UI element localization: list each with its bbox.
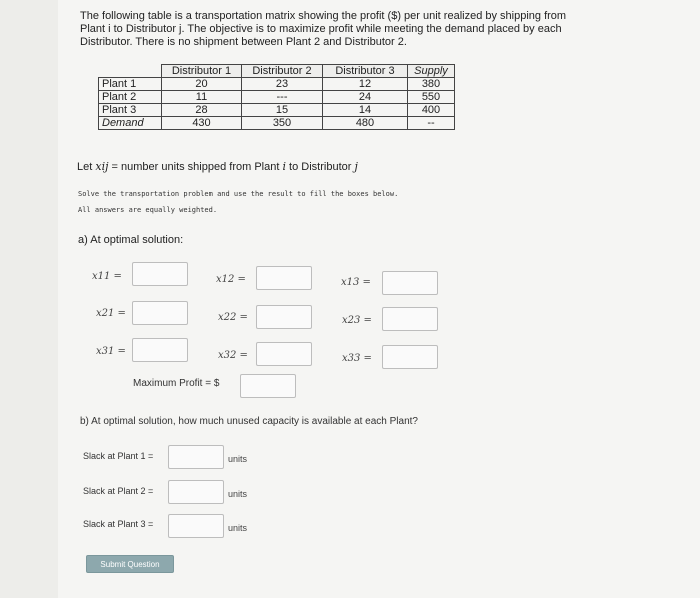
row-label: Plant 2 — [99, 91, 162, 104]
variable-definition — [77, 160, 358, 173]
matrix-cell: 14 — [323, 104, 408, 117]
row-label: Plant 1 — [99, 78, 162, 91]
slack-plant-1-label: Slack at Plant 1 = — [83, 451, 154, 461]
max-profit-label: Maximum Profit = $ — [133, 378, 220, 389]
let-mid2: to Distributor — [286, 161, 355, 173]
slack-plant-3-input[interactable] — [168, 514, 224, 538]
x21-label: x21 = — [96, 308, 126, 319]
x32-label: x32 = — [218, 350, 248, 361]
header-supply: Supply — [408, 65, 455, 78]
matrix-header-row — [99, 65, 455, 78]
let-middle: = number units shipped from Plant — [108, 161, 283, 173]
matrix-cell: 11 — [162, 91, 242, 104]
slack-plant-2-unit: units — [228, 489, 248, 499]
x11-label: x11 = — [92, 271, 122, 282]
matrix-row-plant-3 — [99, 104, 455, 117]
x23-input[interactable] — [382, 307, 438, 331]
x13-label: x13 = — [341, 277, 371, 288]
header-distributor-2: Distributor 2 — [242, 65, 323, 78]
slack-plant-2-label: Slack at Plant 2 = — [83, 486, 154, 496]
matrix-cell: 550 — [408, 91, 455, 104]
matrix-cell: 20 — [162, 78, 242, 91]
transportation-matrix — [98, 64, 455, 130]
x13-input[interactable] — [382, 271, 438, 295]
let-prefix: Let — [77, 161, 96, 173]
x33-label: x33 = — [342, 353, 372, 364]
matrix-cell: 12 — [323, 78, 408, 91]
problem-statement — [80, 10, 620, 49]
part-a-title: a) At optimal solution: — [78, 234, 184, 246]
x12-input[interactable] — [256, 266, 312, 290]
instruction-line-2: All answers are equally weighted. — [78, 206, 218, 214]
matrix-row-plant-2 — [99, 91, 455, 104]
matrix-cell: 23 — [242, 78, 323, 91]
intro-line-1: The following table is a transportation matrix showing the profit ($) per unit realized by shipping from — [80, 10, 567, 22]
header-distributor-1: Distributor 1 — [162, 65, 242, 78]
let-j: j — [354, 160, 358, 173]
matrix-row-demand — [99, 117, 455, 130]
x11-input[interactable] — [132, 262, 188, 286]
matrix-cell: 480 — [323, 117, 408, 130]
header-distributor-3: Distributor 3 — [323, 65, 408, 78]
instruction-line-1: Solve the transportation problem and use the result to fill the boxes below. — [78, 190, 399, 198]
matrix-cell: 28 — [162, 104, 242, 117]
matrix-cell: -- — [408, 117, 455, 130]
intro-line-3: Distributor. There is no shipment between Plant 2 and Distributor 2. — [80, 36, 407, 48]
intro-line-2: Plant i to Distributor j. The objective is to maximize profit while meeting the demand placed by each — [80, 23, 562, 35]
x32-input[interactable] — [256, 342, 312, 366]
matrix-cell: 400 — [408, 104, 455, 117]
x33-input[interactable] — [382, 345, 438, 369]
matrix-cell: 430 — [162, 117, 242, 130]
matrix-cell: --- — [242, 91, 323, 104]
let-i: i — [282, 160, 286, 173]
matrix-cell: 24 — [323, 91, 408, 104]
let-variable: xij — [95, 160, 109, 173]
max-profit-input[interactable] — [240, 374, 296, 398]
x22-label: x22 = — [218, 312, 248, 323]
matrix-cell: 350 — [242, 117, 323, 130]
slack-plant-3-label: Slack at Plant 3 = — [83, 519, 154, 529]
x31-label: x31 = — [96, 346, 126, 357]
slack-plant-2-input[interactable] — [168, 480, 224, 504]
x12-label: x12 = — [216, 274, 246, 285]
row-label: Demand — [99, 117, 162, 130]
matrix-corner — [99, 65, 162, 78]
x22-input[interactable] — [256, 305, 312, 329]
matrix-row-plant-1 — [99, 78, 455, 91]
matrix-cell: 15 — [242, 104, 323, 117]
slack-plant-3-unit: units — [228, 523, 248, 533]
part-b-title: b) At optimal solution, how much unused capacity is available at each Plant? — [80, 416, 418, 427]
row-label: Plant 3 — [99, 104, 162, 117]
x21-input[interactable] — [132, 301, 188, 325]
submit-question-button[interactable]: Submit Question — [86, 555, 174, 573]
slack-plant-1-unit: units — [228, 454, 248, 464]
x23-label: x23 = — [342, 315, 372, 326]
x31-input[interactable] — [132, 338, 188, 362]
slack-plant-1-input[interactable] — [168, 445, 224, 469]
matrix-cell: 380 — [408, 78, 455, 91]
